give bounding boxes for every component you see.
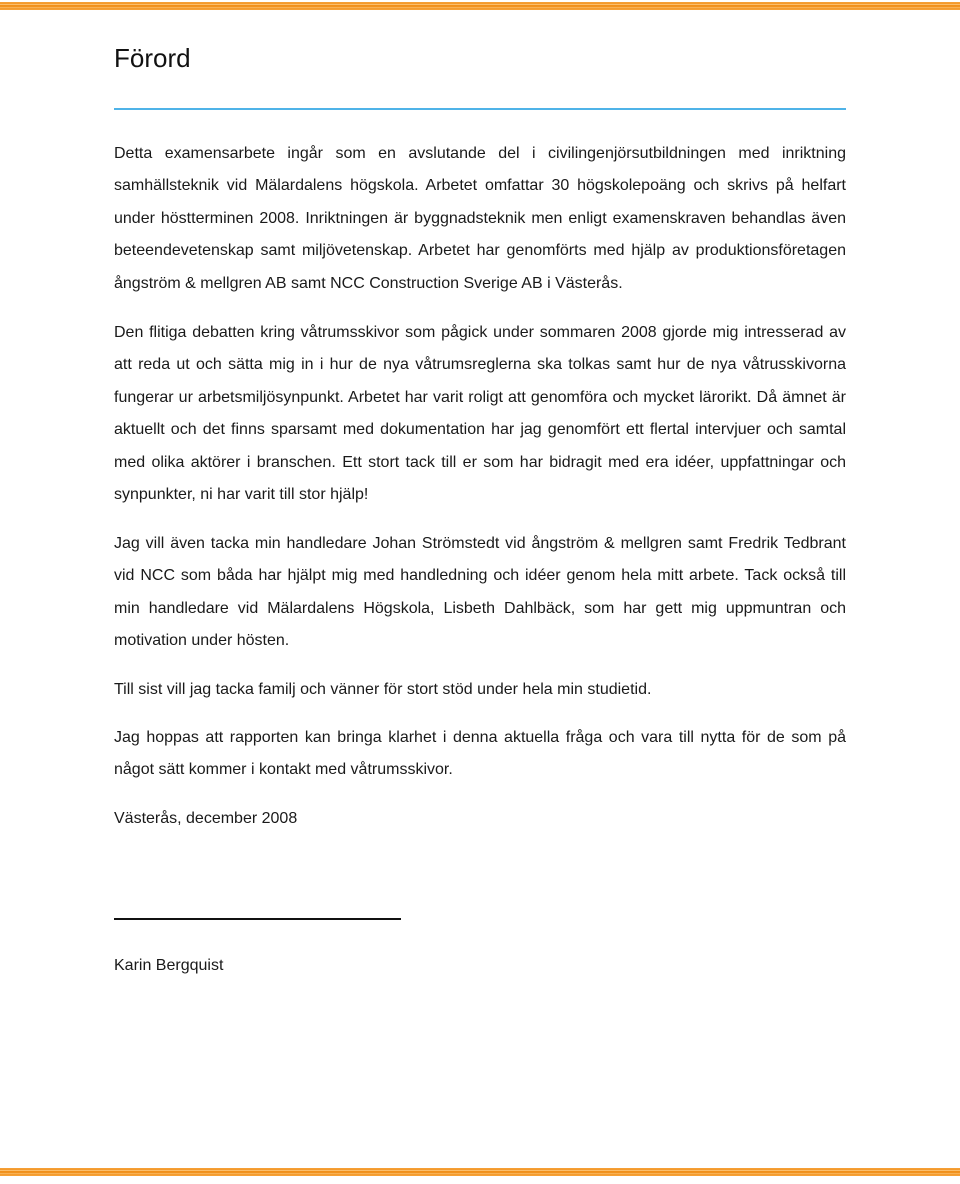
paragraph-5: Jag hoppas att rapporten kan bringa klarhet i denna aktuella fråga och vara till nytta för de som på något sätt kommer i kontakt med våtrumsskivor.: [114, 729, 846, 779]
paragraph-3: Jag vill även tacka min handledare Johan Strömstedt vid ångström & mellgren samt Fredrik Tedbrant vid NCC som båda har hjälpt mig med handledning och idéer genom hela mitt arbete. Tack också till min handledare vid Mälardalens Högskola, Lisbeth Dahlbäck, som har gett mig uppmuntran och motivation under hösten.: [114, 535, 846, 650]
title-underline: [114, 108, 846, 110]
paragraph-2: Den flitiga debatten kring våtrumsskivor som pågick under sommaren 2008 gjorde mig intresserad av att reda ut och sätta mig in i hur de nya våtrumsreglerna ska tolkas samt hur de nya våtrusskivorna fungerar ur arbetsmiljösynpunkt. Arbetet har varit roligt att genomföra och mycket lärorikt. Då ämnet är aktuellt och det finns sparsamt med dokumentation har jag genomfört ett flertal intervjuer och samtal med olika aktörer i branschen. Ett stort tack till er som har bidragit med era idéer, uppfattningar och synpunkter, ni har varit till stor hjälp!: [114, 324, 846, 504]
paragraph-1: Detta examensarbete ingår som en avslutande del i civilingenjörsutbildningen med inriktning samhällsteknik vid Mälardalens högskola. Arbetet omfattar 30 högskolepoäng och skrivs på helfart under höstterminen 2008. Inriktningen är byggnadsteknik men enligt examenskraven behandlas även beteendevetenskap samt miljövetenskap. Arbetet har genomförts med hjälp av produktionsföretagen ångström & mellgren AB samt NCC Construction Sverige AB i Västerås.: [114, 145, 846, 292]
signer-name: Karin Bergquist: [114, 957, 224, 974]
top-decorative-bar: [0, 2, 960, 10]
signature-line: [114, 918, 401, 920]
paragraph-4: Till sist vill jag tacka familj och vänner för stort stöd under hela min studietid.: [114, 681, 652, 698]
bottom-decorative-bar: [0, 1168, 960, 1176]
place-and-date: Västerås, december 2008: [114, 810, 298, 827]
page-title: Förord: [114, 43, 191, 73]
